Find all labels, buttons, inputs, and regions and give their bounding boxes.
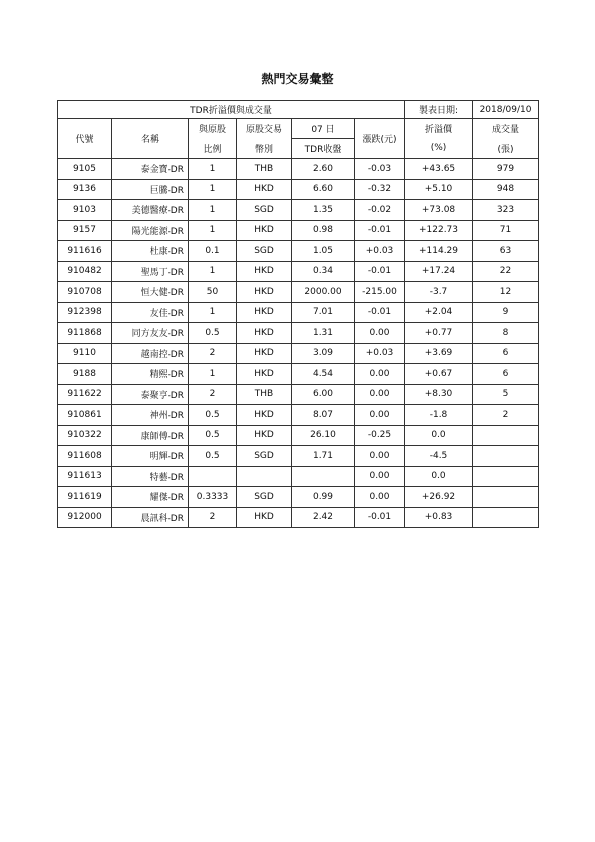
table-row [58,507,539,528]
cell-premium: +0.77 [405,323,473,344]
cell-volume: 71 [473,220,539,241]
report-date-label: 製表日期: [405,101,473,119]
col-close-header-line2: TDR收盤 [292,139,355,159]
cell-name: 杜康-DR [112,241,189,262]
cell-currency: HKD [237,282,292,303]
cell-name: 泰聚亨-DR [112,384,189,405]
col-currency-header-line2: 幣別 [237,139,292,159]
cell-volume [473,466,539,487]
cell-ratio: 1 [189,220,237,241]
cell-close: 0.34 [292,261,355,282]
cell-currency: HKD [237,343,292,364]
cell-premium: +122.73 [405,220,473,241]
cell-premium: +114.29 [405,241,473,262]
cell-close: 0.98 [292,220,355,241]
table-row [58,343,539,364]
cell-currency: THB [237,384,292,405]
cell-ratio: 2 [189,343,237,364]
table-row [58,425,539,446]
cell-close: 1.31 [292,323,355,344]
cell-code: 911613 [58,466,112,487]
table-row [58,241,539,262]
cell-ratio: 0.1 [189,241,237,262]
cell-code: 911619 [58,487,112,508]
cell-code: 912398 [58,302,112,323]
cell-code: 9105 [58,159,112,180]
cell-premium: -1.8 [405,405,473,426]
cell-change: -0.25 [355,425,405,446]
cell-volume [473,446,539,467]
cell-premium: -3.7 [405,282,473,303]
cell-close: 6.00 [292,384,355,405]
cell-name: 美德醫療-DR [112,200,189,221]
cell-name: 晨訊科-DR [112,507,189,528]
cell-premium: +73.08 [405,200,473,221]
cell-currency: SGD [237,446,292,467]
cell-close [292,466,355,487]
table-row [58,261,539,282]
cell-premium: +8.30 [405,384,473,405]
cell-ratio [189,466,237,487]
cell-close: 2.60 [292,159,355,180]
table-row [58,323,539,344]
cell-close: 2.42 [292,507,355,528]
cell-volume [473,487,539,508]
cell-change: -215.00 [355,282,405,303]
cell-change: -0.32 [355,179,405,200]
banner-row [58,101,539,119]
cell-close: 0.99 [292,487,355,508]
cell-close: 4.54 [292,364,355,385]
cell-premium: 0.0 [405,466,473,487]
cell-premium: -4.5 [405,446,473,467]
cell-name: 耀傑-DR [112,487,189,508]
cell-premium: +0.83 [405,507,473,528]
cell-close: 6.60 [292,179,355,200]
cell-change: -0.01 [355,302,405,323]
cell-change: 0.00 [355,446,405,467]
cell-change: -0.03 [355,159,405,180]
cell-close: 3.09 [292,343,355,364]
cell-code: 9188 [58,364,112,385]
cell-code: 910861 [58,405,112,426]
cell-code: 912000 [58,507,112,528]
cell-ratio: 0.3333 [189,487,237,508]
tdr-table [57,100,539,528]
cell-close: 1.05 [292,241,355,262]
cell-change: 0.00 [355,323,405,344]
cell-code: 9157 [58,220,112,241]
cell-volume: 6 [473,364,539,385]
table-row [58,282,539,303]
cell-name: 泰金寶-DR [112,159,189,180]
cell-currency: THB [237,159,292,180]
page-title: 熱門交易彙整 [261,72,334,86]
cell-change: +0.03 [355,343,405,364]
cell-name: 友佳-DR [112,302,189,323]
report-date: 2018/09/10 [473,101,539,119]
cell-ratio: 0.5 [189,425,237,446]
cell-name: 聖馬丁-DR [112,261,189,282]
cell-code: 910482 [58,261,112,282]
cell-premium: +5.10 [405,179,473,200]
cell-name: 精熙-DR [112,364,189,385]
cell-code: 911616 [58,241,112,262]
cell-close: 1.71 [292,446,355,467]
cell-volume: 948 [473,179,539,200]
cell-volume: 22 [473,261,539,282]
cell-volume [473,507,539,528]
cell-name: 明輝-DR [112,446,189,467]
cell-name: 陽光能源-DR [112,220,189,241]
cell-currency: HKD [237,302,292,323]
cell-change: -0.01 [355,220,405,241]
cell-ratio: 0.5 [189,405,237,426]
cell-volume: 323 [473,200,539,221]
cell-close: 26.10 [292,425,355,446]
cell-change: -0.02 [355,200,405,221]
cell-ratio: 1 [189,302,237,323]
cell-close: 1.35 [292,200,355,221]
cell-currency: HKD [237,261,292,282]
cell-close: 2000.00 [292,282,355,303]
cell-code: 9110 [58,343,112,364]
cell-currency: HKD [237,364,292,385]
cell-currency: HKD [237,220,292,241]
table-row [58,302,539,323]
cell-volume: 8 [473,323,539,344]
cell-change: 0.00 [355,466,405,487]
cell-change: 0.00 [355,487,405,508]
cell-currency: SGD [237,487,292,508]
cell-name: 巨騰-DR [112,179,189,200]
cell-premium: +43.65 [405,159,473,180]
cell-name: 同方友友-DR [112,323,189,344]
cell-volume: 2 [473,405,539,426]
table-row [58,405,539,426]
col-name-header: 名稱 [112,119,189,159]
cell-name: 越南控-DR [112,343,189,364]
cell-volume: 9 [473,302,539,323]
cell-code: 911622 [58,384,112,405]
cell-name: 特藝-DR [112,466,189,487]
cell-volume: 6 [473,343,539,364]
cell-ratio: 2 [189,507,237,528]
col-volume-header-line1: 成交量 [473,119,539,139]
cell-code: 910322 [58,425,112,446]
cell-change: -0.01 [355,261,405,282]
cell-currency: HKD [237,507,292,528]
cell-code: 9136 [58,179,112,200]
banner-cell: TDR折溢價與成交量 [58,101,405,119]
cell-close: 8.07 [292,405,355,426]
cell-code: 910708 [58,282,112,303]
cell-volume: 5 [473,384,539,405]
cell-currency: SGD [237,200,292,221]
col-volume-header-line2: (張) [473,139,539,159]
cell-ratio: 1 [189,261,237,282]
cell-name: 康師傅-DR [112,425,189,446]
cell-code: 911868 [58,323,112,344]
table-row [58,384,539,405]
cell-premium: +3.69 [405,343,473,364]
cell-premium: 0.0 [405,425,473,446]
table-row [58,179,539,200]
col-premium-header-line1: 折溢價 [405,119,473,139]
col-currency-header-line1: 原股交易 [237,119,292,139]
cell-name: 神州-DR [112,405,189,426]
cell-currency [237,466,292,487]
cell-change: 0.00 [355,364,405,385]
col-premium-header-line2: (%) [405,139,473,159]
cell-premium: +0.67 [405,364,473,385]
cell-ratio: 1 [189,159,237,180]
cell-volume: 12 [473,282,539,303]
cell-change: +0.03 [355,241,405,262]
cell-currency: HKD [237,179,292,200]
col-change-header: 漲跌(元) [355,119,405,159]
cell-ratio: 1 [189,179,237,200]
cell-volume [473,425,539,446]
cell-premium: +17.24 [405,261,473,282]
table-row [58,466,539,487]
col-ratio-header-line2: 比例 [189,139,237,159]
table-row [58,159,539,180]
table-row [58,200,539,221]
cell-ratio: 1 [189,200,237,221]
cell-currency: SGD [237,241,292,262]
table-row [58,364,539,385]
cell-ratio: 50 [189,282,237,303]
col-code-header: 代號 [58,119,112,159]
cell-code: 911608 [58,446,112,467]
cell-code: 9103 [58,200,112,221]
col-ratio-header-line1: 與原股 [189,119,237,139]
table-row [58,487,539,508]
cell-ratio: 0.5 [189,323,237,344]
cell-currency: HKD [237,323,292,344]
cell-currency: HKD [237,425,292,446]
column-header-row-1 [58,119,539,139]
cell-change: 0.00 [355,405,405,426]
cell-change: -0.01 [355,507,405,528]
cell-volume: 63 [473,241,539,262]
table-row [58,446,539,467]
cell-ratio: 0.5 [189,446,237,467]
cell-ratio: 1 [189,364,237,385]
cell-name: 恒大健-DR [112,282,189,303]
col-close-header-line1: 07 日 [292,119,355,139]
cell-currency: HKD [237,405,292,426]
cell-premium: +2.04 [405,302,473,323]
cell-ratio: 2 [189,384,237,405]
table-row [58,220,539,241]
cell-premium: +26.92 [405,487,473,508]
cell-change: 0.00 [355,384,405,405]
cell-volume: 979 [473,159,539,180]
cell-close: 7.01 [292,302,355,323]
